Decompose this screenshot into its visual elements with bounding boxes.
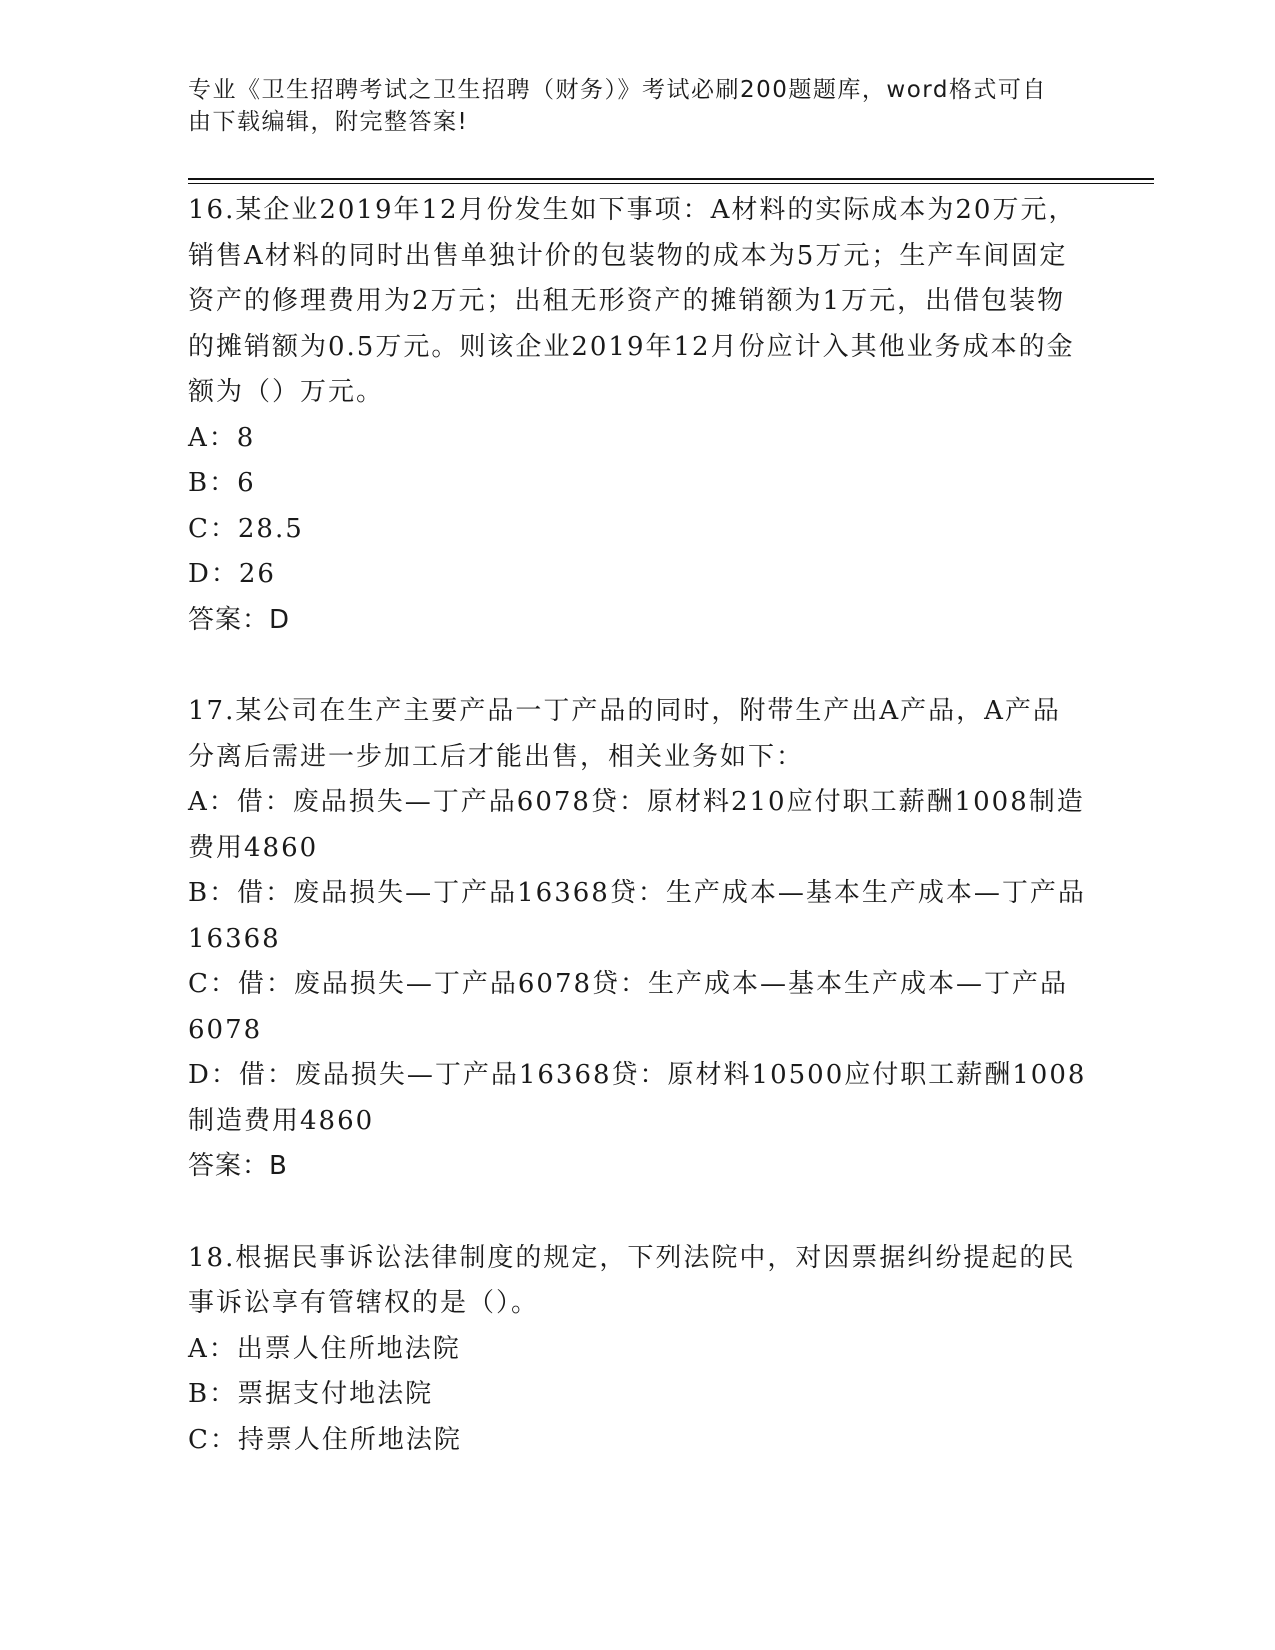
- question-stem: 18.根据民事诉讼法律制度的规定，下列法院中，对因票据纠纷提起的民事诉讼享有管辖权的是（）。: [188, 1242, 1076, 1318]
- option-b: B：票据支付地法院: [188, 1379, 434, 1409]
- option-a: A：8: [188, 422, 256, 453]
- option-c: C：借：废品损失—丁产品6078贷：生产成本—基本生产成本—丁产品6078: [188, 969, 1069, 1045]
- option-c: C：28.5: [188, 513, 304, 544]
- option-d: D：借：废品损失—丁产品16368贷：原材料10500应付职工薪酬1008制造费用4860: [188, 1060, 1087, 1136]
- question-16: [188, 188, 1088, 643]
- option-a: A：借：废品损失—丁产品6078贷：原材料210应付职工薪酬1008制造费用4860: [188, 787, 1085, 863]
- option-d: D：26: [188, 559, 276, 589]
- option-b: B：6: [188, 468, 256, 498]
- header-divider-thin: [188, 183, 1154, 184]
- option-c: C：持票人住所地法院: [188, 1424, 462, 1455]
- header-divider-thick: [188, 178, 1154, 180]
- answer-label: 答案：B: [188, 1151, 288, 1181]
- question-18: [188, 1236, 1088, 1464]
- option-a: A：出票人住所地法院: [188, 1333, 461, 1364]
- question-list: [188, 188, 1088, 1509]
- option-b: B：借：废品损失—丁产品16368贷：生产成本—基本生产成本—丁产品16368: [188, 878, 1086, 954]
- page-header: 专业《卫生招聘考试之卫生招聘（财务）》考试必刷200题题库，word格式可自由下载编辑，附完整答案!: [188, 77, 1047, 135]
- question-stem: 16.某企业2019年12月份发生如下事项：A材料的实际成本为20万元，销售A材料的同时出售单独计价的包装物的成本为5万元；生产车间固定资产的修理费用为2万元；出租无形资产的摊销额为1万元，出借包装物的摊销额为0.5万元。则该企业2019年12月份应计入其他业务成本的金额为（）万元。: [188, 195, 1077, 407]
- question-17: [188, 689, 1088, 1190]
- answer-label: 答案：D: [188, 604, 291, 635]
- question-stem: 17.某公司在生产主要产品一丁产品的同时，附带生产出A产品，A产品分离后需进一步加工后才能出售，相关业务如下：: [188, 696, 1061, 772]
